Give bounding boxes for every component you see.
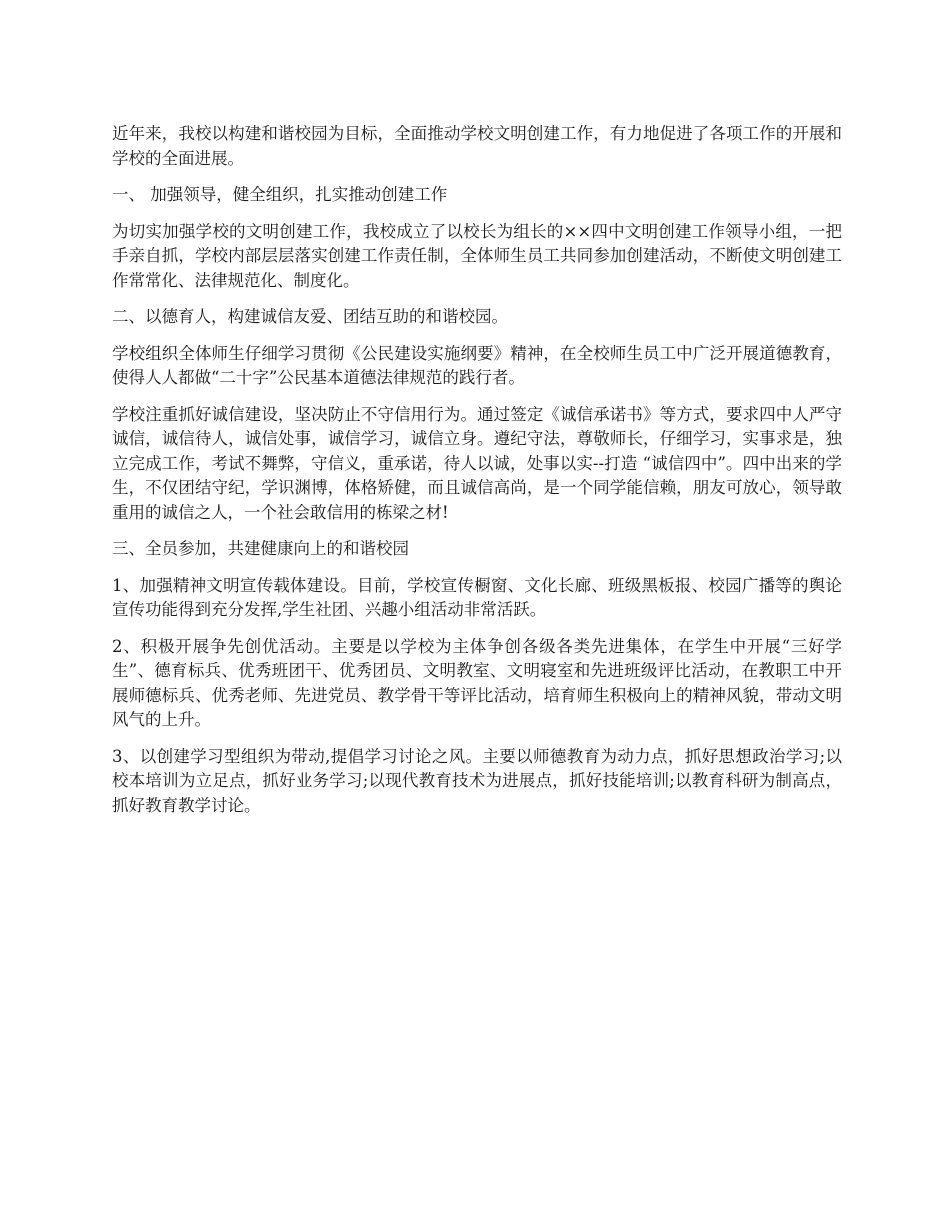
section-heading-1: 一、 加强领导，健全组织，扎实推动创建工作 bbox=[112, 185, 448, 204]
section-3-item-1: 1、加强精神文明宣传载体建设。目前，学校宣传橱窗、文化长廊、班级黑板报、校园广播等的舆论宣传功能得到充分发挥,学生社团、兴趣小组活动非常活跃。 bbox=[112, 575, 842, 619]
section-heading-2: 二、以德育人，构建诚信友爱、团结互助的和谐校园。 bbox=[112, 307, 508, 326]
section-3-item-3: 3、以创建学习型组织为带动,提倡学习讨论之风。主要以师德教育为动力点，抓好思想政治学习;以校本培训为立足点，抓好业务学习;以现代教育技术为进展点，抓好技能培训;以教育科研为制高点，抓好教育教学讨论。 bbox=[112, 746, 842, 815]
intro-paragraph: 近年来，我校以构建和谐校园为目标，全面推动学校文明创建工作，有力地促进了各项工作的开展和学校的全面进展。 bbox=[112, 124, 842, 168]
section-2-paragraph-1: 学校组织全体师生仔细学习贯彻《公民建设实施纲要》精神，在全校师生员工中广泛开展道德教育，使得人人都做“二十字”公民基本道德法律规范的践行者。 bbox=[112, 343, 842, 387]
section-heading-3: 三、全员参加，共建健康向上的和谐校园 bbox=[112, 539, 409, 558]
section-1-paragraph: 为切实加强学校的文明创建工作，我校成立了以校长为组长的××四中文明创建工作领导小组，一把手亲自抓，学校内部层层落实创建工作责任制，全体师生员工共同参加创建活动，不断使文明创建工作常常化、法律规范化、制度化。 bbox=[112, 221, 842, 290]
document-body bbox=[112, 122, 842, 830]
section-3-item-2: 2、积极开展争先创优活动。主要是以学校为主体争创各级各类先进集体，在学生中开展“三好学生”、德育标兵、优秀班团干、优秀团员、文明教室、文明寝室和先进班级评比活动，在教职工中开展师德标兵、优秀老师、先进党员、教学骨干等评比活动，培育师生积极向上的精神风貌，带动文明风气的上升。 bbox=[112, 636, 842, 729]
section-2-paragraph-2: 学校注重抓好诚信建设，坚决防止不守信用行为。通过签定《诚信承诺书》等方式，要求四中人严守诚信，诚信待人，诚信处事，诚信学习，诚信立身。遵纪守法，尊敬师长，仔细学习，实事求是，独立完成工作，考试不舞弊，守信义，重承诺，待人以诚，处事以实--打造 “诚信四中”。四中出来的学生，不仅团结守纪，学识渊博，体格矫健，而且诚信高尚，是一个同学能信赖，朋友可放心，领导敢重用的诚信之人，一个社会敢信用的栋梁之材! bbox=[112, 404, 842, 522]
